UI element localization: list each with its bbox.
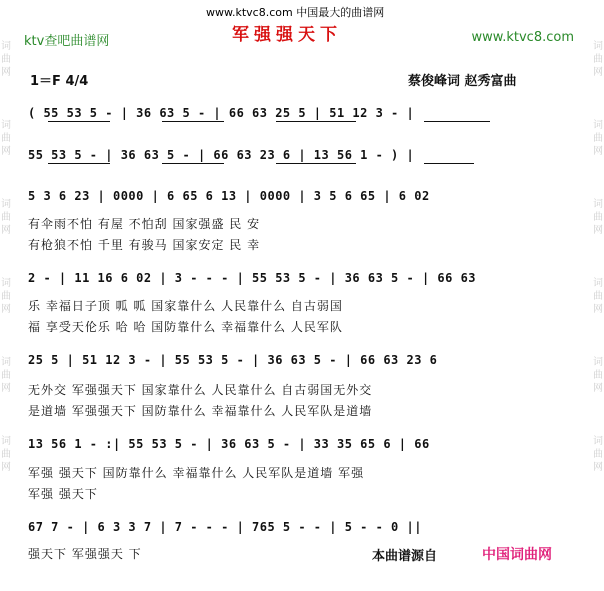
beam-underline: [162, 121, 224, 122]
notes-system-5: 25 5 | 51 12 3 - | 55 53 5 - | 36 63 5 - | 66 63 23 6: [28, 353, 438, 367]
notes-system-7: 67 7 - | 6 3 3 7 | 7 - - - | 765 5 - - | 5 - - 0 ||: [28, 520, 422, 534]
watermark-left: 词 曲 网 词 曲 网 词 曲 网 词 曲 网 词 曲 网 词 曲 网: [1, 41, 11, 473]
key-signature: 1＝F 4/4: [30, 74, 89, 89]
lyrics-system-4-line-1: 乐 幸福日子顶 呱 呱 国家靠什么 人民靠什么 自古弱国: [28, 299, 343, 313]
beam-underline: [48, 121, 110, 122]
lyrics-system-6-line-1: 军强 强天下 国防靠什么 幸福靠什么 人民军队是道墙 军强: [28, 466, 365, 480]
site-line: www.ktvc8.com 中国最大的曲谱网: [206, 6, 385, 19]
beam-underline: [48, 163, 110, 164]
beam-underline: [424, 163, 474, 164]
beam-underline: [276, 163, 356, 164]
lyrics-system-3-line-2: 有枪狼不怕 千里 有骏马 国家安定 民 幸: [28, 238, 261, 252]
watermark-right: 词 曲 网 词 曲 网 词 曲 网 词 曲 网 词 曲 网 词 曲 网: [593, 41, 603, 473]
lyrics-system-3-line-1: 有伞雨不怕 有屋 不怕刮 国家强盛 民 安: [28, 217, 261, 231]
credits: 蔡俊峰词 赵秀富曲: [408, 74, 517, 89]
beam-underline: [276, 121, 356, 122]
lyrics-system-6-line-2: 军强 强天下: [28, 487, 98, 501]
source-label: 本曲谱源自: [372, 549, 438, 564]
beam-underline: [424, 121, 490, 122]
notes-system-2: 55 53 5 - | 36 63 5 - | 66 63 23 6 | 13 56 1 - ) |: [28, 148, 415, 162]
lyrics-system-4-line-2: 福 享受天伦乐 哈 哈 国防靠什么 幸福靠什么 人民军队: [28, 320, 343, 334]
lyrics-system-7-line-1: 强天下 军强强天 下: [28, 547, 142, 561]
lyrics-system-5-line-2: 是道墙 军强强天下 国防靠什么 幸福靠什么 人民军队是道墙: [28, 404, 373, 418]
notes-system-6: 13 56 1 - :| 55 53 5 - | 36 63 5 - | 33 35 65 6 | 66: [28, 437, 430, 451]
left-brand: ktv查吧曲谱网: [24, 34, 110, 49]
lyrics-system-5-line-1: 无外交 军强强天下 国家靠什么 人民靠什么 自古弱国无外交: [28, 383, 373, 397]
notes-system-4: 2 - | 11 16 6 02 | 3 - - - | 55 53 5 - | 36 63 5 - | 66 63: [28, 271, 477, 285]
notes-system-1: ( 55 53 5 - | 36 63 5 - | 66 63 25 5 | 51 12 3 - |: [28, 106, 415, 120]
notes-system-3: 5 3 6 23 | 0000 | 6 65 6 13 | 0000 | 3 5 6 65 | 6 02: [28, 189, 430, 203]
beam-underline: [162, 163, 224, 164]
right-url: www.ktvc8.com: [471, 30, 574, 45]
source-name: 中国词曲网: [482, 547, 552, 563]
song-title: 军强强天下: [232, 25, 342, 45]
